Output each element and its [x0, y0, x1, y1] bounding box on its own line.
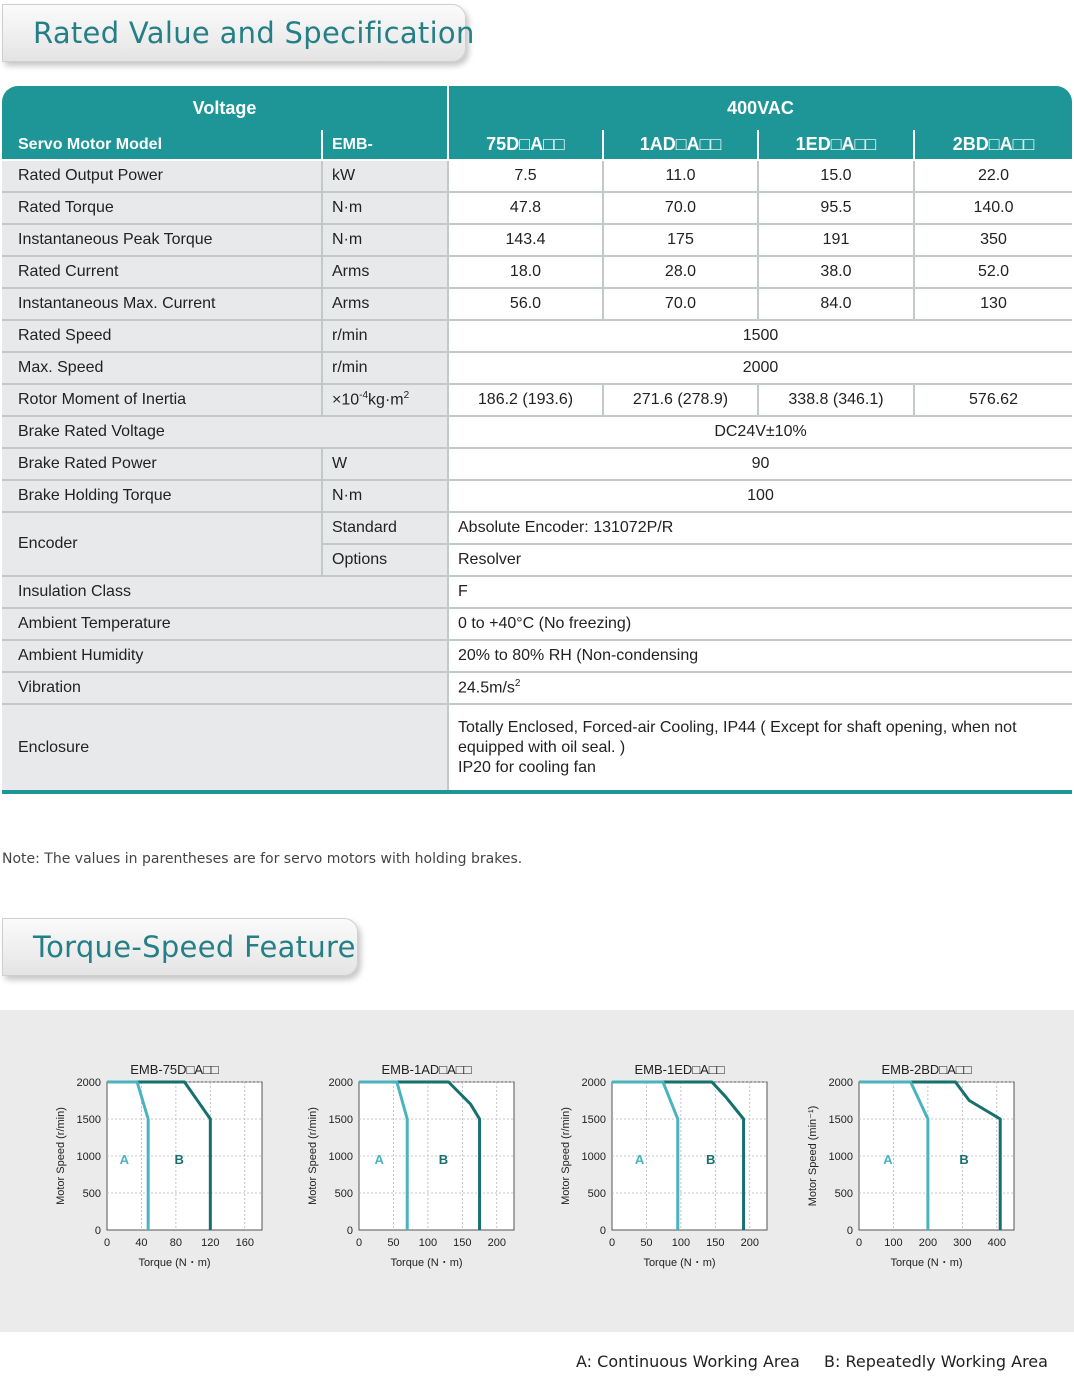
- cell-value: DC24V±10%: [448, 416, 1072, 448]
- x-tick-label: 50: [640, 1237, 653, 1249]
- vibration-exponent: 2: [514, 678, 521, 690]
- unit-exponent: 2: [403, 390, 410, 402]
- x-tick-label: 100: [884, 1237, 903, 1249]
- row-label: Rated Speed: [2, 320, 322, 352]
- table-row: [2, 608, 1072, 640]
- cell-value: 130: [914, 288, 1072, 320]
- chart-1ed: [555, 1060, 785, 1280]
- row-label: Brake Holding Torque: [2, 480, 322, 512]
- table-row: [2, 352, 1072, 384]
- y-tick-label: 500: [334, 1188, 353, 1200]
- x-tick-label: 0: [103, 1237, 111, 1249]
- x-tick-label: 0: [608, 1237, 616, 1249]
- chart-1ad: [302, 1060, 532, 1280]
- cell-value: 52.0: [914, 256, 1072, 288]
- y-tick-label: 1000: [581, 1151, 606, 1163]
- enclosure-line: Totally Enclosed, Forced-air Cooling, IP44 ( Except for shaft opening, when not: [458, 718, 1017, 736]
- cell-value: 15.0: [758, 160, 914, 192]
- row-label: Rotor Moment of Inertia: [2, 384, 322, 416]
- table-row: [2, 576, 1072, 608]
- row-unit: kW: [322, 160, 448, 192]
- y-tick-label: 500: [587, 1188, 606, 1200]
- table-row: [2, 512, 1072, 544]
- torque-speed-chart: [555, 1060, 785, 1280]
- cell-value: 11.0: [603, 160, 758, 192]
- y-tick-label: 1000: [76, 1151, 101, 1163]
- x-tick-label: 150: [453, 1237, 472, 1249]
- table-row: [2, 640, 1072, 672]
- cell-value: 100: [448, 480, 1072, 512]
- row-unit: [322, 384, 448, 416]
- voltage-value: 400VAC: [448, 86, 1072, 130]
- cell-value: 22.0: [914, 160, 1072, 192]
- table-row: [2, 416, 1072, 448]
- y-axis-label: Motor Speed (r/min): [55, 1107, 67, 1205]
- row-label: Rated Torque: [2, 192, 322, 224]
- cell-value: 38.0: [758, 256, 914, 288]
- x-axis-label: Torque (N・m): [390, 1257, 463, 1269]
- chart-title: EMB-2BD□A□□: [881, 1062, 972, 1077]
- voltage-label: Voltage: [2, 86, 448, 130]
- table-row: [2, 288, 1072, 320]
- area-label-a: A: [374, 1152, 384, 1167]
- area-label-b: B: [705, 1152, 716, 1167]
- row-unit: N·m: [322, 480, 448, 512]
- voltage-header-row: [2, 86, 1072, 130]
- row-unit: N·m: [322, 192, 448, 224]
- y-tick-label: 0: [346, 1225, 353, 1237]
- spec-section-header: [2, 4, 475, 62]
- cell-value: 191: [758, 224, 914, 256]
- cell-value: 47.8: [448, 192, 603, 224]
- row-label: Brake Rated Power: [2, 448, 322, 480]
- row-label: Insulation Class: [2, 576, 448, 608]
- chart-title: EMB-1ED□A□□: [634, 1062, 725, 1077]
- legend-repeated: B: Repeatedly Working Area: [824, 1352, 1048, 1371]
- cell-value: 28.0: [603, 256, 758, 288]
- area-label-b: B: [174, 1152, 184, 1167]
- row-label: Brake Rated Voltage: [2, 416, 448, 448]
- y-tick-label: 2000: [581, 1077, 606, 1089]
- spec-section-title: Rated Value and Specification: [33, 16, 475, 50]
- table-row: [2, 160, 1072, 192]
- model-1ed: 1ED□A□□: [758, 130, 914, 160]
- enclosure-line: equipped with oil seal. ): [458, 738, 626, 756]
- y-tick-label: 1000: [328, 1151, 353, 1163]
- row-unit: Arms: [322, 256, 448, 288]
- x-axis-label: Torque (N・m): [890, 1257, 963, 1269]
- x-axis-label: Torque (N・m): [643, 1257, 716, 1269]
- row-label: Instantaneous Max. Current: [2, 288, 322, 320]
- table-row: [2, 256, 1072, 288]
- chart-title: EMB-75D□A□□: [130, 1062, 219, 1077]
- table-row: [2, 480, 1072, 512]
- torque-speed-chart: [302, 1060, 532, 1280]
- model-2bd: 2BD□A□□: [914, 130, 1072, 160]
- y-tick-label: 1500: [581, 1114, 606, 1126]
- enclosure-line: IP20 for cooling fan: [458, 758, 596, 776]
- y-axis-label: Motor Speed (min⁻¹): [807, 1105, 819, 1207]
- y-tick-label: 500: [82, 1188, 101, 1200]
- table-row: [2, 384, 1072, 416]
- y-tick-label: 1500: [76, 1114, 101, 1126]
- table-row: [2, 224, 1072, 256]
- unit-part: ×10: [332, 391, 360, 409]
- x-tick-label: 160: [235, 1237, 254, 1249]
- table-row: [2, 672, 1072, 704]
- cell-value: 175: [603, 224, 758, 256]
- unit-part: kg·m: [368, 391, 404, 409]
- y-tick-label: 1500: [328, 1114, 353, 1126]
- x-tick-label: 120: [201, 1237, 220, 1249]
- row-label: Vibration: [2, 672, 448, 704]
- row-label: Max. Speed: [2, 352, 322, 384]
- y-tick-label: 1500: [828, 1114, 853, 1126]
- row-label: Ambient Humidity: [2, 640, 448, 672]
- cell-value: Resolver: [448, 544, 1072, 576]
- x-tick-label: 100: [671, 1237, 691, 1249]
- row-label: Instantaneous Peak Torque: [2, 224, 322, 256]
- unit-exponent: -4: [359, 390, 369, 402]
- x-tick-label: 40: [135, 1237, 148, 1249]
- cell-value: 143.4: [448, 224, 603, 256]
- cell-value: 0 to +40°C (No freezing): [448, 608, 1072, 640]
- torque-speed-chart: [802, 1060, 1032, 1280]
- x-tick-label: 200: [740, 1237, 759, 1249]
- model-header-row: [2, 130, 1072, 160]
- row-unit: Options: [322, 544, 448, 576]
- y-tick-label: 2000: [328, 1077, 353, 1089]
- row-unit: W: [322, 448, 448, 480]
- y-tick-label: 0: [599, 1225, 606, 1237]
- y-tick-label: 0: [846, 1225, 853, 1237]
- row-unit: Standard: [322, 512, 448, 544]
- table-row: [2, 448, 1072, 480]
- x-tick-label: 150: [706, 1237, 725, 1249]
- model-label: Servo Motor Model: [2, 130, 322, 160]
- row-label: Rated Output Power: [2, 160, 322, 192]
- legend-continuous: A: Continuous Working Area: [576, 1352, 800, 1371]
- cell-value: 95.5: [758, 192, 914, 224]
- row-label: Rated Current: [2, 256, 322, 288]
- cell-value: 140.0: [914, 192, 1072, 224]
- model-75d: 75D□A□□: [448, 130, 603, 160]
- row-unit: r/min: [322, 352, 448, 384]
- x-tick-label: 200: [487, 1237, 506, 1249]
- row-unit: Arms: [322, 288, 448, 320]
- footnote: Note: The values in parentheses are for servo motors with holding brakes.: [2, 851, 523, 867]
- row-label: Encoder: [2, 512, 322, 576]
- table-row: [2, 192, 1072, 224]
- cell-value: 576.62: [914, 384, 1072, 416]
- cell-value: 186.2 (193.6): [448, 384, 603, 416]
- y-tick-label: 0: [94, 1225, 101, 1237]
- cell-value: 90: [448, 448, 1072, 480]
- cell-value: 350: [914, 224, 1072, 256]
- chart-title: EMB-1AD□A□□: [381, 1062, 472, 1077]
- cell-value: 84.0: [758, 288, 914, 320]
- model-1ad: 1AD□A□□: [603, 130, 758, 160]
- torque-section-header: [2, 918, 358, 976]
- cell-value: 70.0: [603, 288, 758, 320]
- cell-value: 2000: [448, 352, 1072, 384]
- table-row: [2, 320, 1072, 352]
- row-unit: N·m: [322, 224, 448, 256]
- vibration-value: 24.5m/s: [458, 679, 515, 697]
- x-tick-label: 50: [387, 1237, 400, 1249]
- y-axis-label: Motor Speed (r/min): [307, 1107, 319, 1205]
- chart-75d: [50, 1060, 280, 1280]
- x-tick-label: 200: [918, 1237, 938, 1249]
- area-label-b: B: [959, 1152, 969, 1167]
- x-tick-label: 300: [953, 1237, 972, 1249]
- cell-value: Absolute Encoder: 131072P/R: [448, 512, 1072, 544]
- cell-value: 20% to 80% RH (Non-condensing: [448, 640, 1072, 672]
- y-tick-label: 2000: [828, 1077, 853, 1089]
- row-unit: r/min: [322, 320, 448, 352]
- cell-value: 1500: [448, 320, 1072, 352]
- row-label: Enclosure: [2, 704, 448, 792]
- cell-value: 338.8 (346.1): [758, 384, 914, 416]
- y-axis-label: Motor Speed (r/min): [560, 1107, 572, 1205]
- cell-value: 70.0: [603, 192, 758, 224]
- cell-value: [448, 704, 1072, 792]
- x-tick-label: 0: [855, 1237, 863, 1249]
- y-tick-label: 1000: [828, 1151, 853, 1163]
- cell-value: F: [448, 576, 1072, 608]
- area-label-a: A: [883, 1152, 893, 1167]
- model-prefix: EMB-: [322, 130, 448, 160]
- table-row: [2, 704, 1072, 792]
- cell-value: [448, 672, 1072, 704]
- x-tick-label: 0: [355, 1237, 363, 1249]
- row-label: Ambient Temperature: [2, 608, 448, 640]
- cell-value: 271.6 (278.9): [603, 384, 758, 416]
- cell-value: 18.0: [448, 256, 603, 288]
- x-tick-label: 80: [169, 1237, 183, 1249]
- torque-speed-chart: [50, 1060, 280, 1280]
- y-tick-label: 500: [834, 1188, 853, 1200]
- chart-2bd: [802, 1060, 1032, 1280]
- x-tick-label: 400: [987, 1237, 1006, 1249]
- cell-value: 56.0: [448, 288, 603, 320]
- area-label-b: B: [438, 1152, 449, 1167]
- x-tick-label: 100: [418, 1237, 438, 1249]
- spec-table: [2, 86, 1072, 794]
- torque-section-title: Torque-Speed Feature: [33, 930, 356, 964]
- cell-value: 7.5: [448, 160, 603, 192]
- area-label-a: A: [119, 1152, 129, 1167]
- x-axis-label: Torque (N・m): [138, 1257, 211, 1269]
- area-label-a: A: [634, 1152, 645, 1167]
- y-tick-label: 2000: [76, 1077, 101, 1089]
